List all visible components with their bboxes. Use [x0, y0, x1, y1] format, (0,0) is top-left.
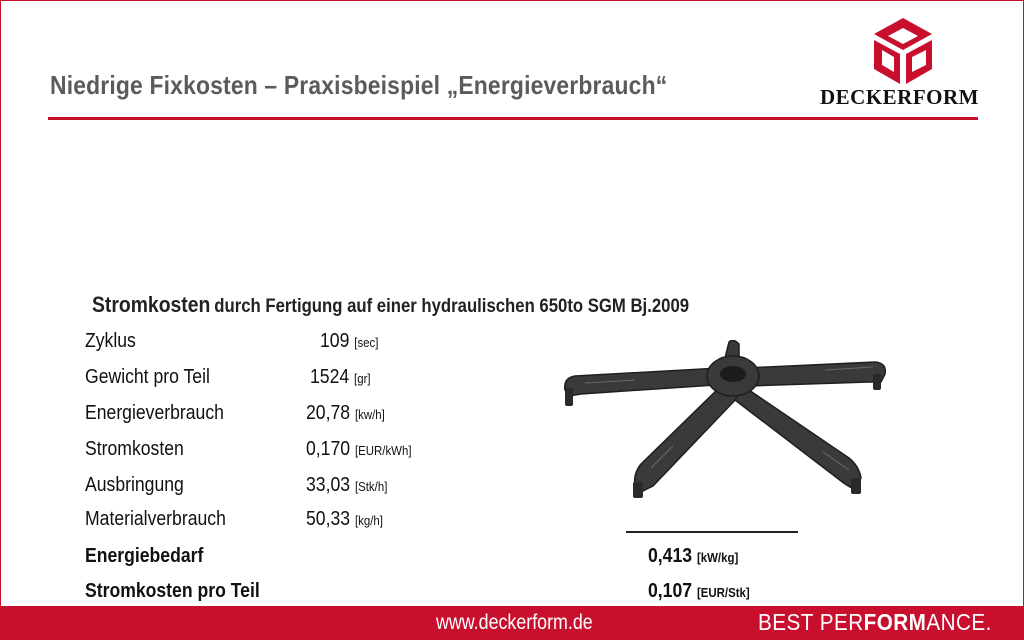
metric-label: Materialverbrauch — [85, 508, 226, 530]
metric-label: Zyklus — [85, 330, 136, 352]
result-value: 0,413 [kW/kg] — [648, 545, 739, 567]
metric-label: Gewicht pro Teil — [85, 366, 210, 388]
brand-tagline: BEST PERFORMANCE. — [758, 609, 992, 635]
deckerform-logo-icon — [868, 14, 938, 86]
metric-value: 50,33 [kg/h] — [306, 508, 383, 530]
website-link[interactable]: www.deckerform.de — [436, 611, 593, 634]
title-underline — [48, 117, 978, 120]
section-heading-emphasis: Stromkosten — [92, 292, 211, 317]
chair-base-star-icon — [555, 340, 895, 510]
metric-value: 33,03 [Stk/h] — [306, 474, 388, 496]
result-label: Energiebedarf — [85, 545, 204, 567]
section-heading-rest: durch Fertigung auf einer hydraulischen 650to SGM Bj.2009 — [214, 296, 690, 317]
section-heading — [92, 292, 689, 318]
sum-divider — [626, 531, 798, 533]
result-value: 0,107 [EUR/Stk] — [648, 580, 750, 602]
metric-value: 0,170 [EUR/kWh] — [306, 438, 412, 460]
result-label: Stromkosten pro Teil — [85, 580, 260, 602]
metric-label: Ausbringung — [85, 474, 184, 496]
metric-value: 20,78 [kw/h] — [306, 402, 385, 424]
brand-name: DECKERFORM — [820, 85, 979, 109]
metric-value: 1524 [gr] — [310, 366, 371, 388]
metric-label: Stromkosten — [85, 438, 184, 460]
page-title: Niedrige Fixkosten – Praxisbeispiel „Energieverbrauch“ — [50, 70, 668, 100]
metric-value: 109 [sec] — [320, 330, 379, 352]
metric-label: Energieverbrauch — [85, 402, 224, 424]
